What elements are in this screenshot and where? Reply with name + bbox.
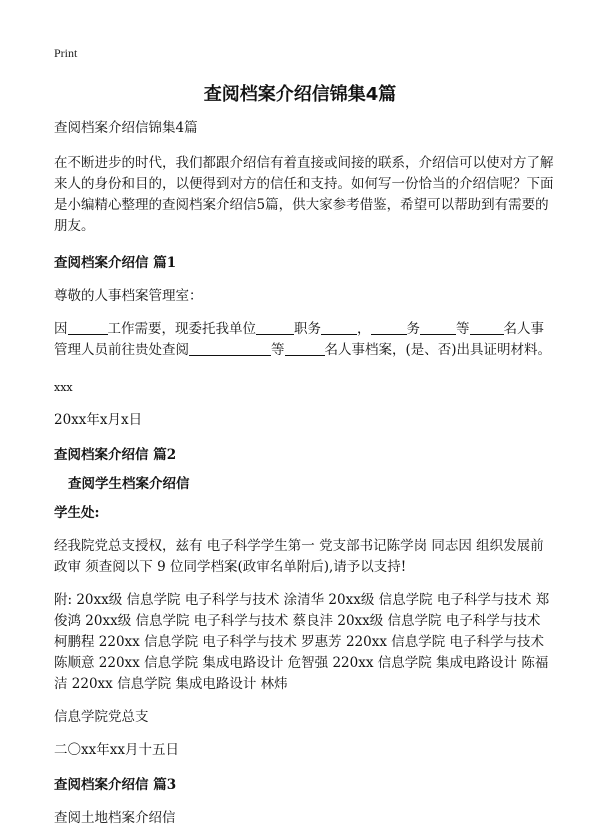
section-1-signer: xxx [54,381,73,394]
fill-blank [256,320,294,335]
section-2-recipient: 学生处: [54,505,100,521]
section-1-greeting: 尊敬的人事档案管理室： [54,288,203,304]
fill-blank [321,320,357,335]
s1-text-2: 工作需要，现委托我单位 [107,321,256,337]
section-3-subheading: 查阅土地档案介绍信 [54,810,176,826]
section-2-signer: 信息学院党总支 [54,709,149,725]
fill-blank [470,320,504,335]
s1-text-6: 等 [456,321,470,337]
fill-blank [371,320,407,335]
fill-blank [285,341,325,356]
section-2-date: 二〇xx年xx月十五日 [54,742,179,758]
s1-text-8: 等 [271,342,285,358]
section-2-heading: 查阅档案介绍信 篇2 [54,447,177,463]
section-3-heading: 查阅档案介绍信 篇3 [54,777,177,793]
document-body [54,118,554,829]
s1-text-3: 职务 [294,321,321,337]
section-1-heading: 查阅档案介绍信 篇1 [54,255,177,271]
section-1-body [54,319,554,361]
s1-text-9: 名人事档案，(是、否)出具证明材料。 [324,342,552,358]
fill-blank [189,341,271,356]
section-2-subheading: 查阅学生档案介绍信 [68,476,190,492]
doc-subtitle: 查阅档案介绍信锦集4篇 [54,120,198,136]
s1-text-4: ， [357,321,371,337]
intro-paragraph: 在不断进步的时代，我们都跟介绍信有着直接或间接的联系，介绍信可以使对方了解来人的身份和目的，以便得到对方的信任和支持。如何写一份恰当的介绍信呢？下面是小编精心整理的查阅档案介绍信5篇，供大家参考借鉴，希望可以帮助到有需要的朋友。 [54,155,554,234]
s1-text-7: 名人事管理人员前往贵处查阅 [54,321,544,358]
print-link[interactable]: Print [54,46,78,60]
s1-text-1: 因 [54,321,68,337]
fill-blank [68,320,108,335]
fill-blank [420,320,456,335]
section-2-attachment: 附: 20xx级 信息学院 电子科学与技术 涂清华 20xx级 信息学院 电子科学与技术 郑俊鸿 20xx级 信息学院 电子科学与技术 蔡良沣 20xx级 信息学院 电子科学与技术 柯鹏程 220xx 信息学院 电子科学与技术 罗惠芳 220xx 信息学院 电子科学与技术 陈顺意 220xx 信息学院 集成电路设计 危智强 220xx 信息学院 集成电路设计 陈福洁 220xx 信息学院 集成电路设计 林炜 [54,592,550,692]
page-title: 查阅档案介绍信锦集4篇 [203,84,397,105]
s1-text-5: 务 [406,321,420,337]
section-2-body: 经我院党总支授权，兹有 电子科学学生第一 党支部书记陈学岗 同志因 组织发展前 政审 须查阅以下 9 位同学档案(政审名单附后),请予以支持! [54,538,544,575]
section-1-date: 20xx年x月x日 [54,412,143,428]
